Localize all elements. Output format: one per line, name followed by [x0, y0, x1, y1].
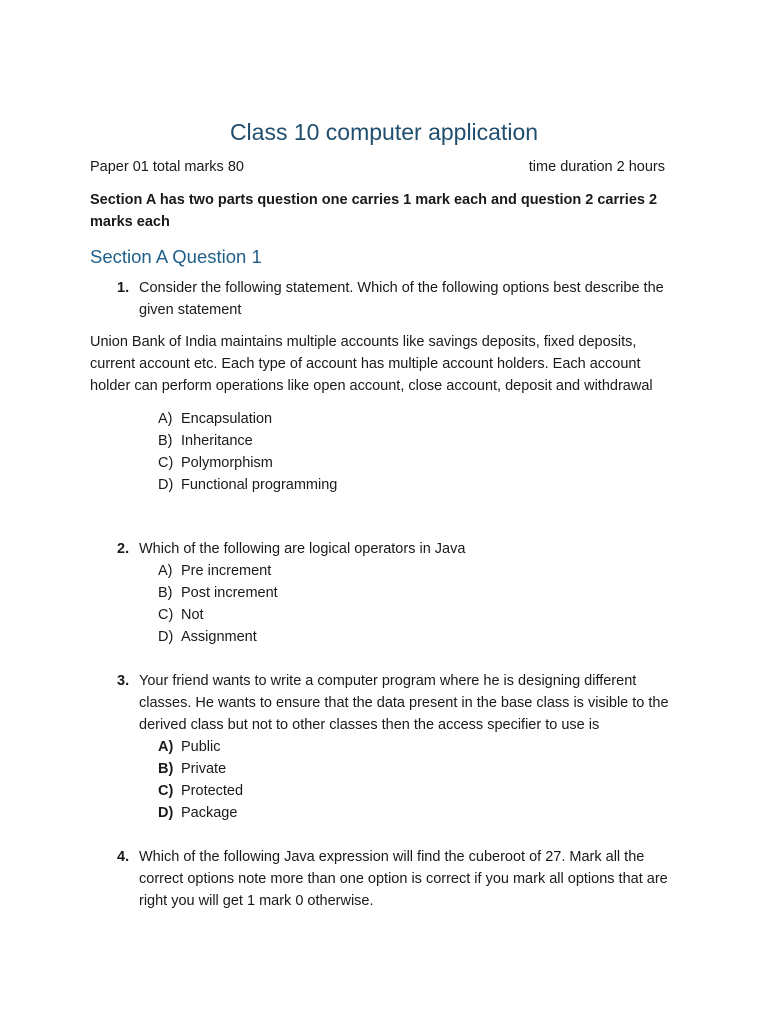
question-text: Which of the following Java expression will find the cuberoot of 27. Mark all the correct options note more than one option is correct if you mark all options that are right you will get 1 mark 0 otherwise.: [139, 849, 668, 909]
question-number: 4.: [117, 849, 130, 865]
option-letter: C): [158, 783, 174, 799]
option-letter: C): [158, 455, 174, 471]
question-1: [117, 277, 677, 321]
option-a: [158, 560, 278, 582]
option-letter: D): [158, 805, 174, 821]
option-d: [158, 626, 278, 648]
question-text: Your friend wants to write a computer program where he is designing different classes. He wants to ensure that the data present in the base class is visible to the derived class but not to other classes then the access specifier to use is: [139, 673, 669, 733]
option-letter: A): [158, 411, 173, 427]
question-1-options: [158, 408, 337, 496]
question-3: [117, 670, 677, 736]
option-text: Polymorphism: [181, 455, 273, 471]
option-letter: A): [158, 739, 174, 755]
option-text: Package: [181, 805, 238, 821]
question-2-options: [158, 560, 278, 648]
option-letter: D): [158, 629, 174, 645]
time-duration: time duration 2 hours: [528, 159, 665, 175]
question-4: [117, 846, 677, 912]
option-text: Encapsulation: [181, 411, 273, 427]
option-text: Public: [181, 739, 221, 755]
section-heading: Section A Question 1: [90, 246, 262, 267]
option-a: [158, 408, 337, 430]
question-number: 2.: [117, 541, 130, 557]
question-2: [117, 538, 677, 560]
option-text: Protected: [181, 783, 244, 799]
option-text: Functional programming: [181, 477, 338, 493]
question-number: 1.: [117, 280, 130, 296]
option-a: [158, 736, 243, 758]
option-c: [158, 780, 243, 802]
option-text: Inheritance: [181, 433, 253, 449]
option-d: [158, 802, 243, 824]
paper-meta-row: [90, 156, 665, 178]
option-b: [158, 430, 337, 452]
option-text: Pre increment: [181, 563, 272, 579]
question-text: Consider the following statement. Which of the following options best describe the given statement: [139, 280, 664, 318]
paper-total-marks: Paper 01 total marks 80: [90, 159, 244, 175]
option-text: Not: [181, 607, 204, 623]
question-text: Which of the following are logical operators in Java: [139, 541, 466, 557]
option-letter: D): [158, 477, 174, 493]
option-letter: C): [158, 607, 174, 623]
document-title: Class 10 computer application: [229, 119, 539, 145]
option-letter: A): [158, 563, 173, 579]
option-text: Private: [181, 761, 227, 777]
question-1-scenario: Union Bank of India maintains multiple accounts like savings deposits, fixed deposits, current account etc. Each type of account has multiple account holders. Each account holder can perform operations like open account, close account, deposit and withdrawal: [90, 334, 653, 394]
option-letter: B): [158, 433, 173, 449]
option-b: [158, 582, 278, 604]
option-text: Assignment: [181, 629, 257, 645]
option-c: [158, 452, 337, 474]
question-number: 3.: [117, 673, 130, 689]
section-instructions: Section A has two parts question one carries 1 mark each and question 2 carries 2 marks each: [90, 192, 658, 230]
question-3-options: [158, 736, 243, 824]
option-text: Post increment: [181, 585, 278, 601]
option-letter: B): [158, 585, 173, 601]
option-b: [158, 758, 243, 780]
option-d: [158, 474, 337, 496]
option-c: [158, 604, 278, 626]
option-letter: B): [158, 761, 174, 777]
